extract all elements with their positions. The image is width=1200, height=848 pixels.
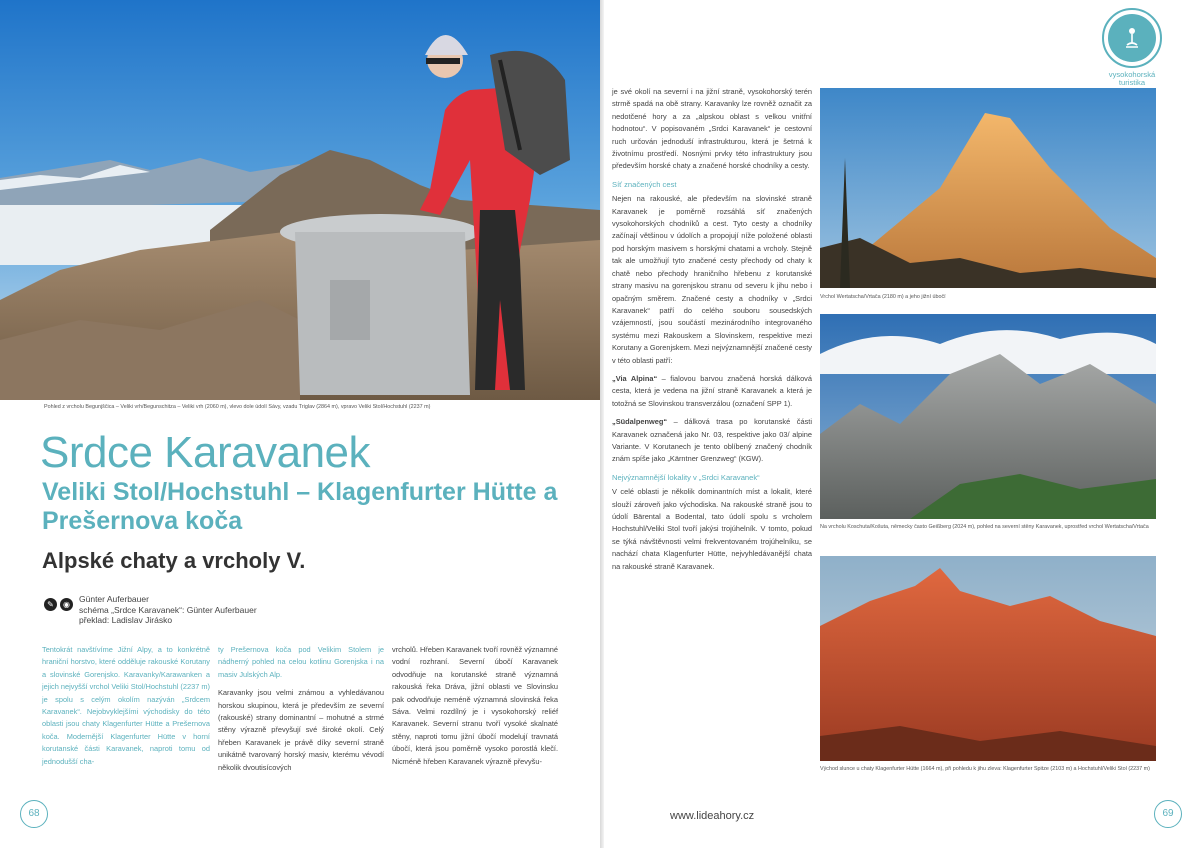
intro-paragraph: Tentokrát navštívíme Jižní Alpy, a to konkrétně hraniční horstvo, které odděluje rakouské Korutany a slovinské Gorenjsko. Karavanky/Karawanken a jejich nejvyšší vrchol Veliki Stol/Hochstuhl (2237 m) je spolu s celým okolím nazýván „Srdcem Karavanek“. Nejobvyklejšími východisky do této oblasti jsou chaty Klagenfurter Hütte a Prešernova koča. Modernější Klagenfurter Hütte v horní korutanské části Karavanek, naproti tomu od jednodušší cha- [42,645,210,766]
via-alpina-paragraph: „Via Alpina“ – fialovou barvou značená horská dálková cesta, která je vedena na jižní straně Karavanek a která je totožná se Slovinskou transverzálou (označení SPP 1). [612,373,812,408]
photo-sunrise-klagenfurter-hutte [820,556,1156,761]
hero-caption: Pohled z vrcholu Begunjščica – Veliki vrh/Begunschitza – Veliki vrh (2060 m), vlevo dole údolí Sávy, vzadu Triglav (2864 m), vpravo Veliki Stol/Hochstuhl (2237 m) [44,404,431,410]
photo-vrtaca-summit [820,88,1156,288]
body-paragraph: V celé oblasti je několik dominantních míst a lokalit, které slouží zároveň jako východiska. Na rakouské straně jsou to údolí Bärental a Bodental, tato údolí spolu s vrcholem Hochstuhl/Veliki Stol tvoří jakýsi trojúhelník. V tomto, pokud se týká návštěvnosti velmi frekventovaném trojúhelníku, se nachází chata Klagenfurter Hütte, nejvyhledávanější chata na rakouské straně Karavanek. [612,487,812,571]
series-kicker: Alpské chaty a vrcholy V. [42,548,306,573]
credits-block [44,594,257,626]
badge-label: turistika [1118,78,1146,88]
article-subtitle: Veliki Stol/Hochstuhl – Klagenfurter Hütte a Prešernova koča [42,478,558,535]
photo-caption: Východ slunce u chaty Klagenfurter Hütte (1664 m), při pohledu k jihu zleva: Klagenfurter Spitze (2103 m) a Hochstuhl/Veliki Stol (2237 m) [820,766,1150,772]
article-title: Srdce Karavanek [40,428,371,477]
body-paragraph: je své okolí na severní i na jižní straně, vysokohorský terén strmě spadá na obě strany. Karavanky lze rovněž označit za nedotčené hory a za „alpskou oblast s velkou vnitřní hodnotou“. V popisovaném „Srdci Karavanek“ je cestovní ruch určován jednoduší infrastrukturou, která je šetrná k životnímu prostředí. Nosnými prvky této infrastruktury jsou především horské chaty a značené horské chodníky a cesty. [612,87,812,171]
credit-author: Günter Auferbauer [79,594,149,604]
website-url: www.lideahory.cz [670,810,755,822]
body-column-2 [392,644,558,774]
credit-translator: překlad: Ladislav Jirásko [79,615,173,625]
hero-photo-summit [0,0,600,400]
camera-icon: ◉ [60,598,73,611]
right-text-column [612,86,812,579]
section-heading: Síť značených cest [612,179,677,189]
sudalpenweg-paragraph: „Südalpenweg“ – dálková trasa po korutanské části Karavanek označená jako Nr. 03, respektive jako 03/ alpine Variante. V Korutanech je tento oblíbený značený chodník znám spíše jako „Kärntner Grenzweg“ (KGW). [612,417,812,464]
hero-photo-illustration [0,0,600,400]
body-paragraph: Karavanky jsou velmi známou a vyhledávanou horskou skupinou, která je především ze severní (rakouské) strany dominantní – mohutné a strmé stěny výrazně převyšují své široké okolí. Celý hřeben Karavanek je právě díky severní straně unikátně tvarovaný horský masiv, kterému vévodí několik dvoutisícových [218,688,384,772]
photo-caption: Na vrcholu Koschuta/Košuta, německy často Geißberg (2024 m), pohled na severní stěny Karavanek, uprostřed vrchol Wertatscha/Vrtača [820,524,1149,530]
page-number-left: 68 [20,800,48,828]
hiker-icon [1108,14,1156,62]
intro-column [42,644,210,774]
badge-label: vysokohorská [1108,70,1156,79]
section-heading: Nejvýznamnější lokality v „Srdci Karavanek“ [612,472,760,482]
body-paragraph: Nejen na rakouské, ale především na slovinské straně Karavanek je poměrně rozsáhlá síť značených vysokohorských chodníků a cest. Tyto cesty a chodníky začínají většinou v údolích a propojují níže položené oblasti pod horským masivem s horskými chatami a vrcholy. Stejně tak ale umožňují tyto značené cesty přechody od chaty k chatě nebo přechody hraničního hřebenu z korutanské strany masivu na gorenjskou stranu od severu k jihu nebo i opačným směrem. Značené cesty a chodníky v „Srdci Karavanek“ patří do celého souboru sousedských vzájemností, jsou součástí mezinárodního integrovaného systému mezi Rakouskem a Slovinskem, respektive mezi Korutany a Gorenjskem. Mezi nejvýznamnější značené cesty v této oblasti patří: [612,194,812,365]
intro-continuation: ty Prešernova koča pod Velikim Stolem je nádherný pohled na celou kotlinu Gorenjska i na masiv Julských Alp. [218,645,384,679]
pen-icon: ✎ [44,598,57,611]
photo-caption: Vrchol Wertatscha/Vrtača (2180 m) a jeho jižní úbočí [820,294,946,300]
right-page [604,0,1200,848]
page-number-right: 69 [1154,800,1182,828]
credit-schema: schéma „Srdce Karavanek“: Günter Auferbauer [79,604,257,615]
section-badge [1100,8,1164,88]
body-paragraph: vrcholů. Hřeben Karavanek tvoří rovněž významné vodní rozhraní. Severní úbočí Karavanek odvodňuje na korutanské straně významná rakouská řeka Dráva, jižní oblasti ve Slovinsku pak odvodňuje neméně významná slovinská řeka Sáva. Velmi rozdílný je i vysokohorský reliéf Karavanek. Severní stranu tvoří vysoké skalnaté stěny, naproti tomu jižní úbočí modelují travnatá úbočí, která jsou poměrně vysoko porostlá klečí. Nicméně hřeben Karavanek výrazně převyšu- [392,645,558,766]
body-column-1 [218,644,384,780]
photo-kosuta-north-walls [820,314,1156,519]
